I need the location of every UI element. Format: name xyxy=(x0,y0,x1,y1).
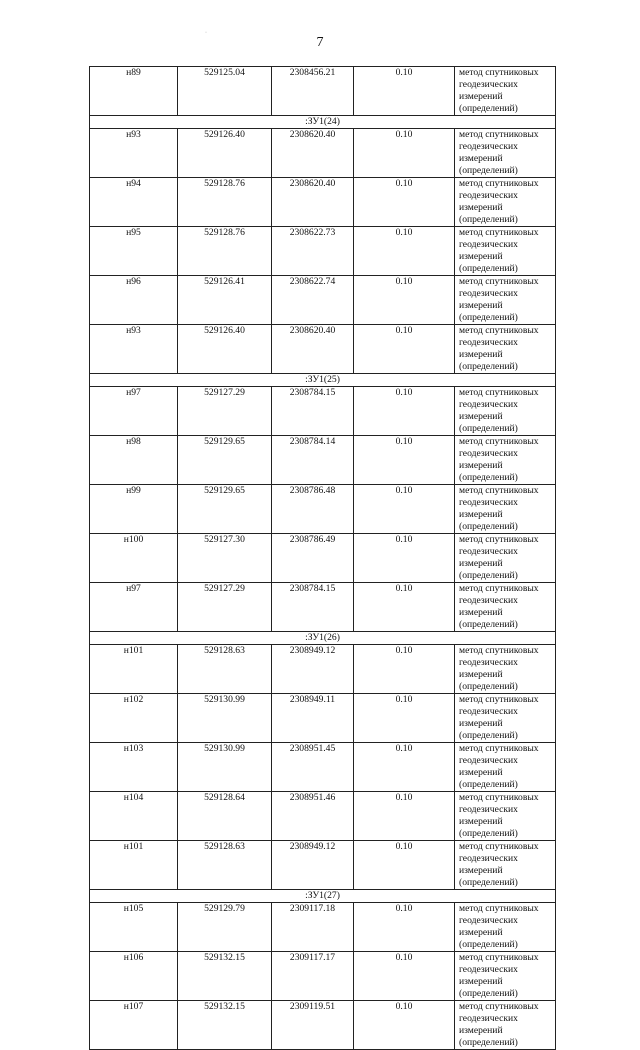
method-cell: метод спутниковых геодезических измерений (определений) xyxy=(455,387,556,436)
point-id-cell: н99 xyxy=(90,485,178,534)
table-row xyxy=(90,436,556,485)
y-coordinate-cell: 2309117.17 xyxy=(272,952,354,1001)
point-id-cell: н102 xyxy=(90,694,178,743)
x-coordinate-cell: 529125.04 xyxy=(178,67,272,116)
y-coordinate-cell: 2308620.40 xyxy=(272,178,354,227)
table-row xyxy=(90,792,556,841)
y-coordinate-cell: 2308951.46 xyxy=(272,792,354,841)
x-coordinate-cell: 529130.99 xyxy=(178,694,272,743)
y-coordinate-cell: 2308951.45 xyxy=(272,743,354,792)
y-coordinate-cell: 2308784.15 xyxy=(272,583,354,632)
x-coordinate-cell: 529128.63 xyxy=(178,645,272,694)
section-label: :ЗУ1(25) xyxy=(90,374,556,387)
accuracy-cell: 0.10 xyxy=(354,387,455,436)
accuracy-cell: 0.10 xyxy=(354,694,455,743)
accuracy-cell: 0.10 xyxy=(354,485,455,534)
point-id-cell: н97 xyxy=(90,387,178,436)
accuracy-cell: 0.10 xyxy=(354,276,455,325)
accuracy-cell: 0.10 xyxy=(354,534,455,583)
y-coordinate-cell: 2308620.40 xyxy=(272,129,354,178)
point-id-cell: н100 xyxy=(90,534,178,583)
section-label: :ЗУ1(27) xyxy=(90,890,556,903)
method-cell: метод спутниковых геодезических измерений (определений) xyxy=(455,325,556,374)
method-cell: метод спутниковых геодезических измерений (определений) xyxy=(455,694,556,743)
accuracy-cell: 0.10 xyxy=(354,129,455,178)
section-header-row xyxy=(90,632,556,645)
method-cell: метод спутниковых геодезических измерений (определений) xyxy=(455,583,556,632)
x-coordinate-cell: 529126.40 xyxy=(178,129,272,178)
point-id-cell: н95 xyxy=(90,227,178,276)
y-coordinate-cell: 2308456.21 xyxy=(272,67,354,116)
y-coordinate-cell: 2308786.48 xyxy=(272,485,354,534)
y-coordinate-cell: 2308622.73 xyxy=(272,227,354,276)
method-cell: метод спутниковых геодезических измерений (определений) xyxy=(455,276,556,325)
method-cell: метод спутниковых геодезических измерений (определений) xyxy=(455,178,556,227)
accuracy-cell: 0.10 xyxy=(354,1001,455,1050)
y-coordinate-cell: 2308949.12 xyxy=(272,841,354,890)
method-cell: метод спутниковых геодезических измерений (определений) xyxy=(455,485,556,534)
table-row xyxy=(90,227,556,276)
x-coordinate-cell: 529127.29 xyxy=(178,583,272,632)
y-coordinate-cell: 2308620.40 xyxy=(272,325,354,374)
section-label: :ЗУ1(26) xyxy=(90,632,556,645)
x-coordinate-cell: 529132.15 xyxy=(178,1001,272,1050)
section-label: :ЗУ1(24) xyxy=(90,116,556,129)
accuracy-cell: 0.10 xyxy=(354,227,455,276)
point-id-cell: н97 xyxy=(90,583,178,632)
y-coordinate-cell: 2308784.15 xyxy=(272,387,354,436)
table-row xyxy=(90,67,556,116)
y-coordinate-cell: 2309117.18 xyxy=(272,903,354,952)
table-row xyxy=(90,534,556,583)
table-row xyxy=(90,387,556,436)
method-cell: метод спутниковых геодезических измерений (определений) xyxy=(455,952,556,1001)
point-id-cell: н106 xyxy=(90,952,178,1001)
point-id-cell: н93 xyxy=(90,325,178,374)
accuracy-cell: 0.10 xyxy=(354,67,455,116)
page-number: 7 xyxy=(316,35,324,50)
table-row xyxy=(90,903,556,952)
point-id-cell: н104 xyxy=(90,792,178,841)
point-id-cell: н101 xyxy=(90,841,178,890)
table-row xyxy=(90,645,556,694)
table-row xyxy=(90,485,556,534)
x-coordinate-cell: 529129.65 xyxy=(178,485,272,534)
x-coordinate-cell: 529129.79 xyxy=(178,903,272,952)
table-row xyxy=(90,743,556,792)
method-cell: метод спутниковых геодезических измерений (определений) xyxy=(455,743,556,792)
method-cell: метод спутниковых геодезических измерений (определений) xyxy=(455,67,556,116)
table-row xyxy=(90,325,556,374)
x-coordinate-cell: 529127.30 xyxy=(178,534,272,583)
x-coordinate-cell: 529128.76 xyxy=(178,227,272,276)
x-coordinate-cell: 529128.76 xyxy=(178,178,272,227)
point-id-cell: н94 xyxy=(90,178,178,227)
y-coordinate-cell: 2308949.12 xyxy=(272,645,354,694)
table-row xyxy=(90,694,556,743)
y-coordinate-cell: 2308784.14 xyxy=(272,436,354,485)
x-coordinate-cell: 529132.15 xyxy=(178,952,272,1001)
y-coordinate-cell: 2308622.74 xyxy=(272,276,354,325)
method-cell: метод спутниковых геодезических измерений (определений) xyxy=(455,645,556,694)
accuracy-cell: 0.10 xyxy=(354,903,455,952)
point-id-cell: н107 xyxy=(90,1001,178,1050)
point-id-cell: н93 xyxy=(90,129,178,178)
section-header-row xyxy=(90,374,556,387)
table-row xyxy=(90,276,556,325)
accuracy-cell: 0.10 xyxy=(354,583,455,632)
x-coordinate-cell: 529126.41 xyxy=(178,276,272,325)
x-coordinate-cell: 529128.64 xyxy=(178,792,272,841)
section-header-row xyxy=(90,116,556,129)
x-coordinate-cell: 529128.63 xyxy=(178,841,272,890)
accuracy-cell: 0.10 xyxy=(354,325,455,374)
point-id-cell: н89 xyxy=(90,67,178,116)
table-row xyxy=(90,178,556,227)
y-coordinate-cell: 2309119.51 xyxy=(272,1001,354,1050)
method-cell: метод спутниковых геодезических измерений (определений) xyxy=(455,1001,556,1050)
x-coordinate-cell: 529130.99 xyxy=(178,743,272,792)
y-coordinate-cell: 2308786.49 xyxy=(272,534,354,583)
method-cell: метод спутниковых геодезических измерений (определений) xyxy=(455,903,556,952)
table-row xyxy=(90,583,556,632)
table-row xyxy=(90,129,556,178)
accuracy-cell: 0.10 xyxy=(354,178,455,227)
point-id-cell: н105 xyxy=(90,903,178,952)
point-id-cell: н103 xyxy=(90,743,178,792)
method-cell: метод спутниковых геодезических измерений (определений) xyxy=(455,129,556,178)
table-row xyxy=(90,952,556,1001)
method-cell: метод спутниковых геодезических измерений (определений) xyxy=(455,227,556,276)
point-id-cell: н98 xyxy=(90,436,178,485)
y-coordinate-cell: 2308949.11 xyxy=(272,694,354,743)
x-coordinate-cell: 529126.40 xyxy=(178,325,272,374)
x-coordinate-cell: 529127.29 xyxy=(178,387,272,436)
section-header-row xyxy=(90,890,556,903)
point-id-cell: н96 xyxy=(90,276,178,325)
coordinates-table xyxy=(89,66,556,1050)
method-cell: метод спутниковых геодезических измерений (определений) xyxy=(455,534,556,583)
accuracy-cell: 0.10 xyxy=(354,952,455,1001)
scan-speck: · xyxy=(205,30,207,36)
method-cell: метод спутниковых геодезических измерений (определений) xyxy=(455,792,556,841)
table-row xyxy=(90,841,556,890)
method-cell: метод спутниковых геодезических измерений (определений) xyxy=(455,841,556,890)
accuracy-cell: 0.10 xyxy=(354,743,455,792)
x-coordinate-cell: 529129.65 xyxy=(178,436,272,485)
accuracy-cell: 0.10 xyxy=(354,841,455,890)
point-id-cell: н101 xyxy=(90,645,178,694)
method-cell: метод спутниковых геодезических измерений (определений) xyxy=(455,436,556,485)
table-row xyxy=(90,1001,556,1050)
accuracy-cell: 0.10 xyxy=(354,645,455,694)
accuracy-cell: 0.10 xyxy=(354,792,455,841)
accuracy-cell: 0.10 xyxy=(354,436,455,485)
